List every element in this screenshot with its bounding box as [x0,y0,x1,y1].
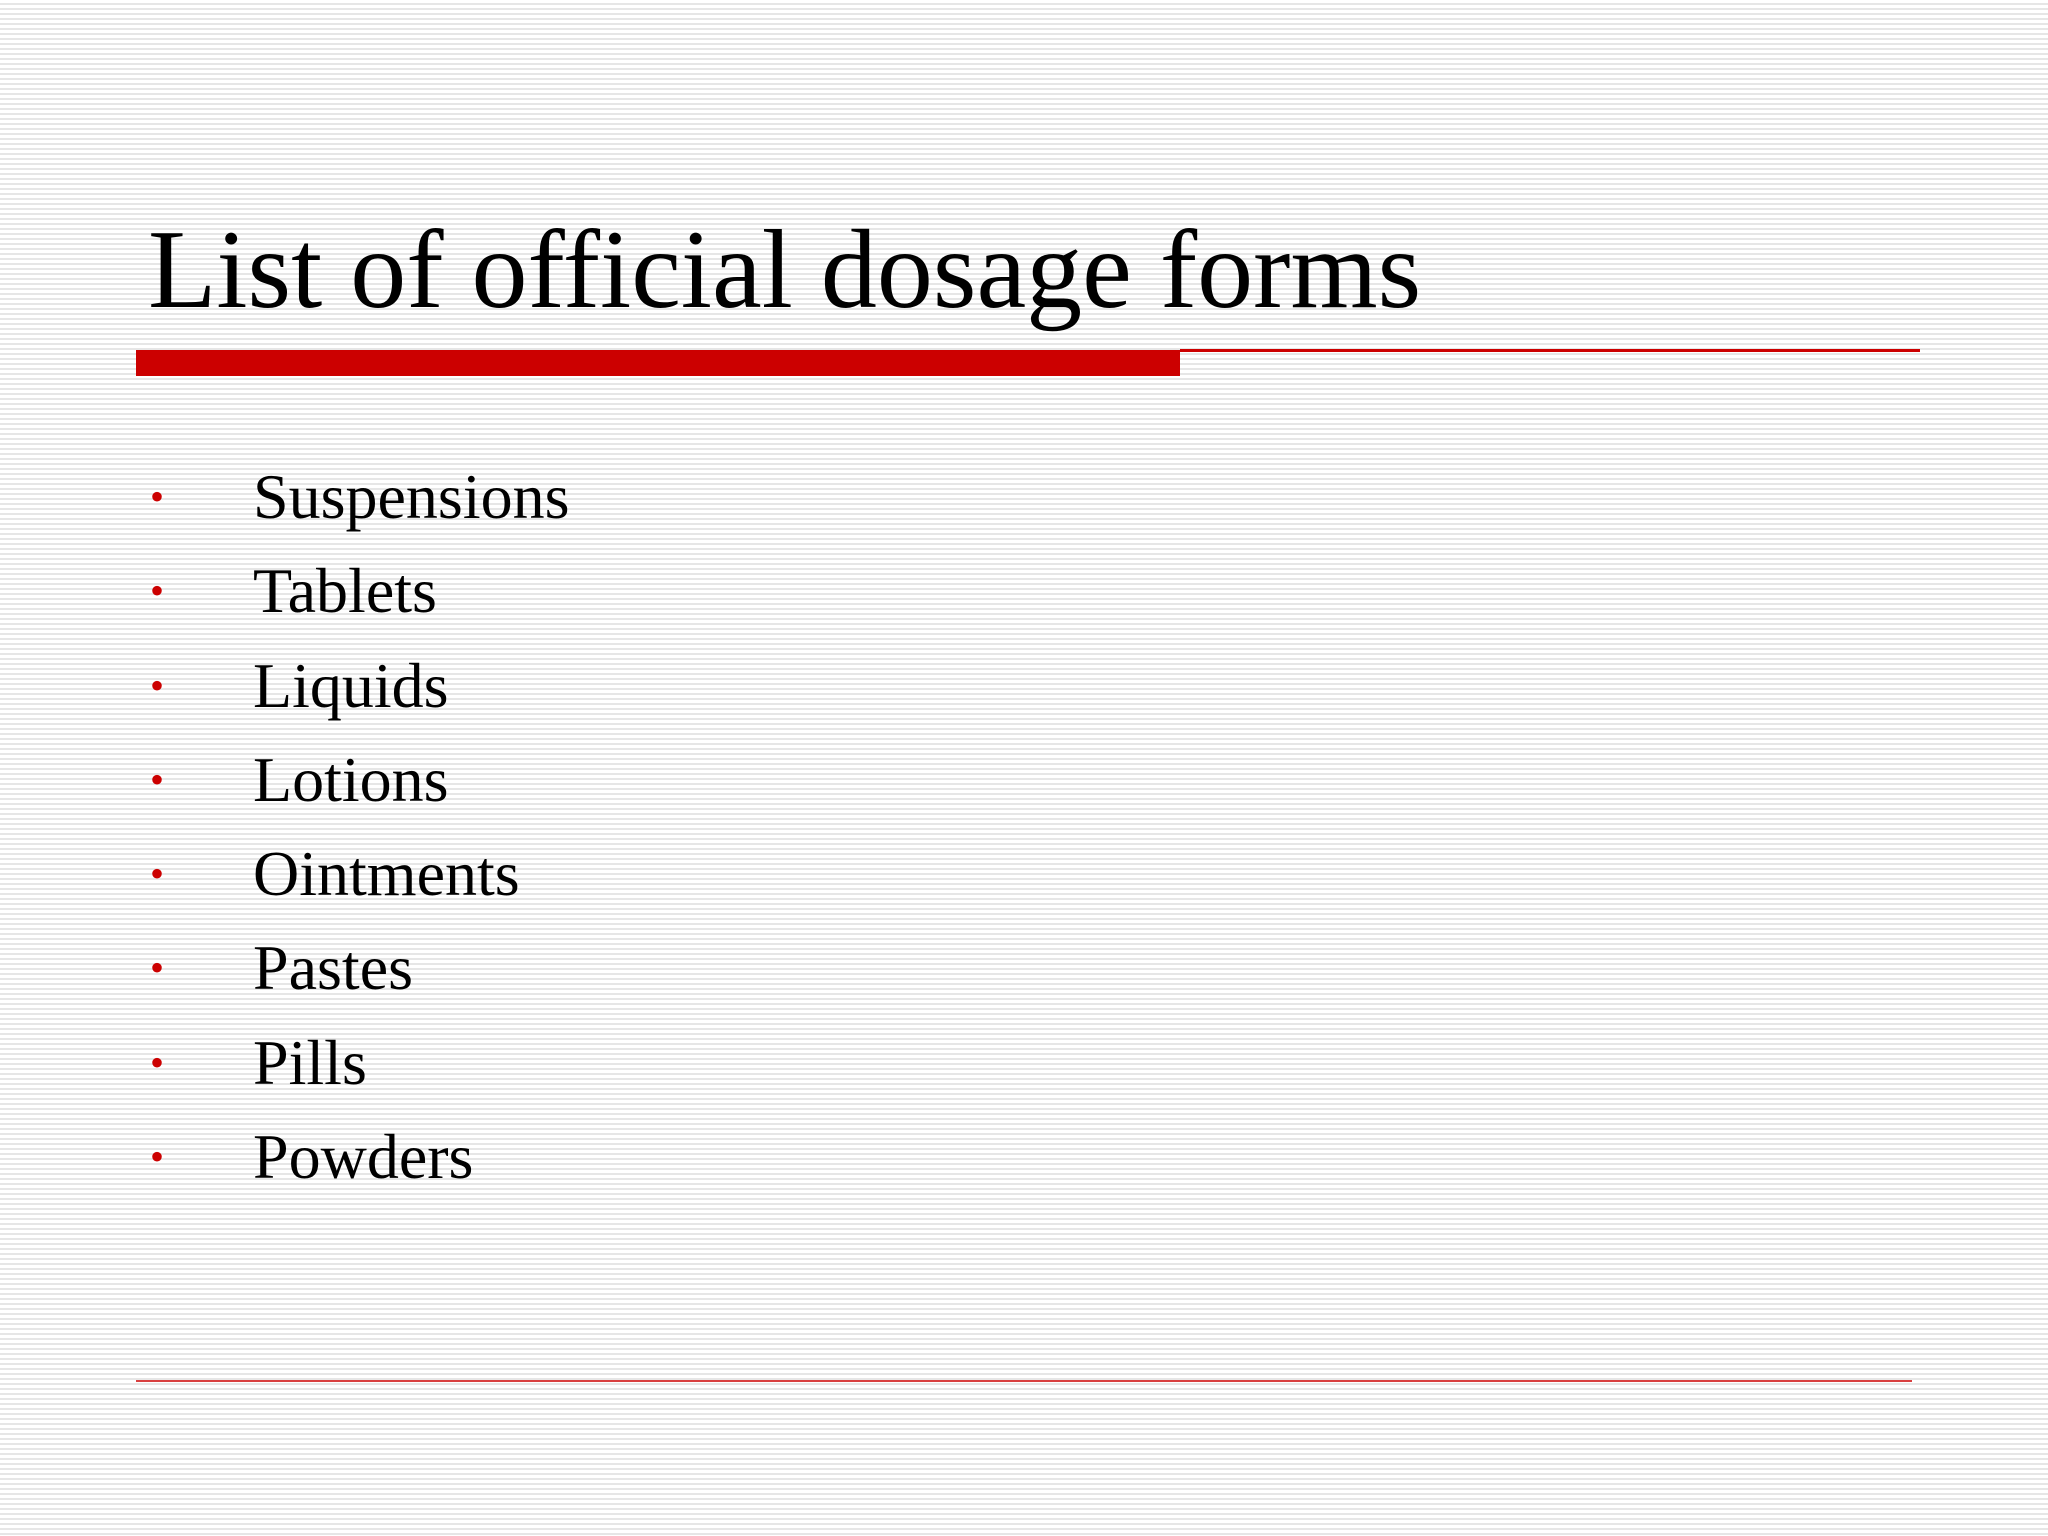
bullet-icon: • [150,851,165,897]
list-item-text: Ointments [253,838,520,910]
bullet-icon: • [150,1134,165,1180]
slide-title: List of official dosage forms [148,208,1422,332]
footer-divider [136,1380,1912,1382]
title-underline-thick [136,350,1180,376]
list-item-text: Suspensions [253,461,570,532]
bullet-icon: • [150,662,165,708]
list-item-text: Pills [253,1026,367,1098]
list-item-text: Liquids [253,649,449,721]
title-underline-thin [1180,349,1920,352]
list-item-text: Tablets [253,555,437,627]
bullet-icon: • [150,1039,165,1085]
list-item-text: Pastes [253,932,413,1004]
bullet-icon: • [150,474,165,519]
list-item-text: Lotions [253,743,449,815]
bullet-icon: • [150,945,165,991]
bullet-icon: • [150,756,165,802]
list-item-text: Powders [253,1121,474,1193]
bullet-icon: • [150,568,165,614]
